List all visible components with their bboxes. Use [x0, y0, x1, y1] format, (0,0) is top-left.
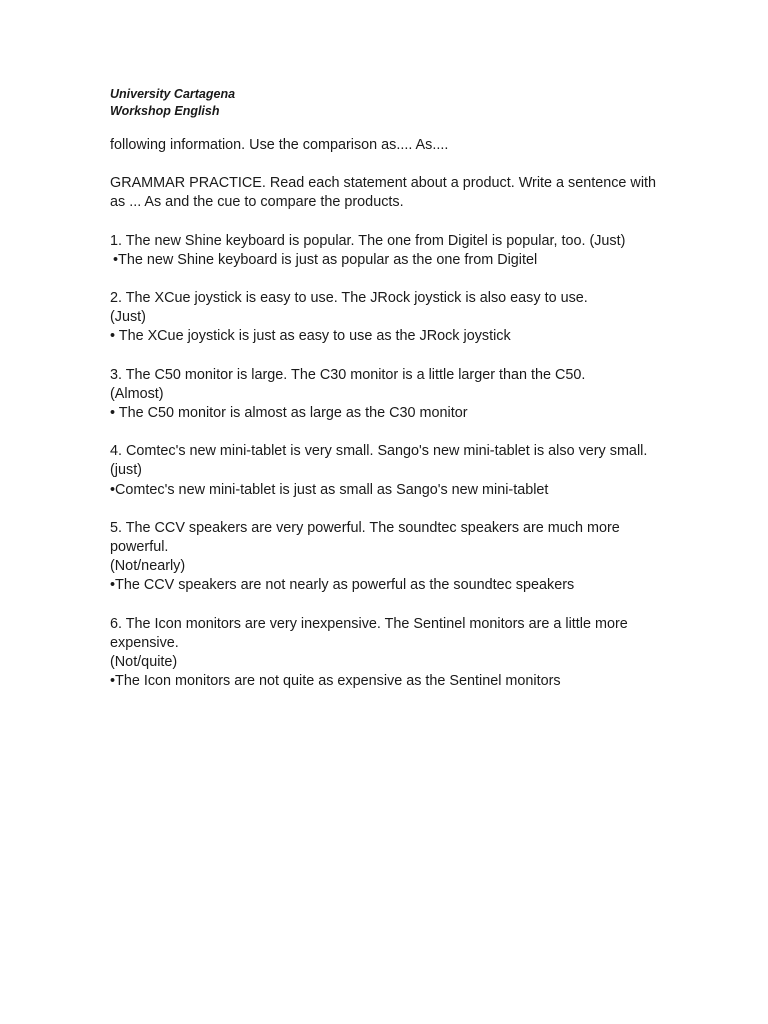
exercise-2 — [110, 289, 670, 347]
exercise-statement: 5. The CCV speakers are very powerful. The soundtec speakers are much more powerful. — [110, 519, 620, 556]
document-page — [110, 86, 670, 691]
exercise-statement: 4. Comtec's new mini-tablet is very small. Sango's new mini-tablet is also very small. — [110, 443, 648, 460]
exercise-6 — [110, 615, 670, 692]
exercise-cue: (Almost) — [110, 385, 164, 402]
exercise-answer: •The new Shine keyboard is just as popular as the one from Digitel — [113, 251, 538, 268]
exercise-statement: 3. The C50 monitor is large. The C30 monitor is a little larger than the C50. — [110, 366, 586, 383]
course-name: Workshop English — [110, 104, 220, 118]
exercise-answer: • The XCue joystick is just as easy to use as the JRock joystick — [110, 328, 511, 345]
intro-text: following information. Use the comparison as.... As.... — [110, 137, 449, 153]
exercise-answer: •Comtec's new mini-tablet is just as small as Sango's new mini-tablet — [110, 481, 549, 498]
instructions-text: GRAMMAR PRACTICE. Read each statement about a product. Write a sentence with as ... As and the cue to compare the products. — [110, 175, 657, 211]
exercise-statement: 1. The new Shine keyboard is popular. The one from Digitel is popular, too. (Just) — [110, 232, 626, 249]
exercise-cue: (just) — [110, 462, 142, 479]
exercise-answer: •The CCV speakers are not nearly as powerful as the soundtec speakers — [110, 577, 575, 594]
exercise-answer: • The C50 monitor is almost as large as the C30 monitor — [110, 405, 468, 422]
exercise-5 — [110, 519, 670, 596]
exercise-cue: (Just) — [110, 309, 146, 326]
exercise-statement: 2. The XCue joystick is easy to use. The JRock joystick is also easy to use. — [110, 290, 588, 307]
exercise-3 — [110, 366, 670, 424]
exercise-1 — [110, 232, 670, 270]
exercise-cue: (Not/quite) — [110, 654, 178, 671]
exercise-4 — [110, 442, 670, 500]
institution-name: University Cartagena — [110, 87, 236, 101]
exercise-statement: 6. The Icon monitors are very inexpensive. The Sentinel monitors are a little more expensive. — [110, 615, 628, 651]
exercise-cue: (Not/nearly) — [110, 558, 186, 575]
exercise-answer: •The Icon monitors are not quite as expensive as the Sentinel monitors — [110, 673, 561, 690]
